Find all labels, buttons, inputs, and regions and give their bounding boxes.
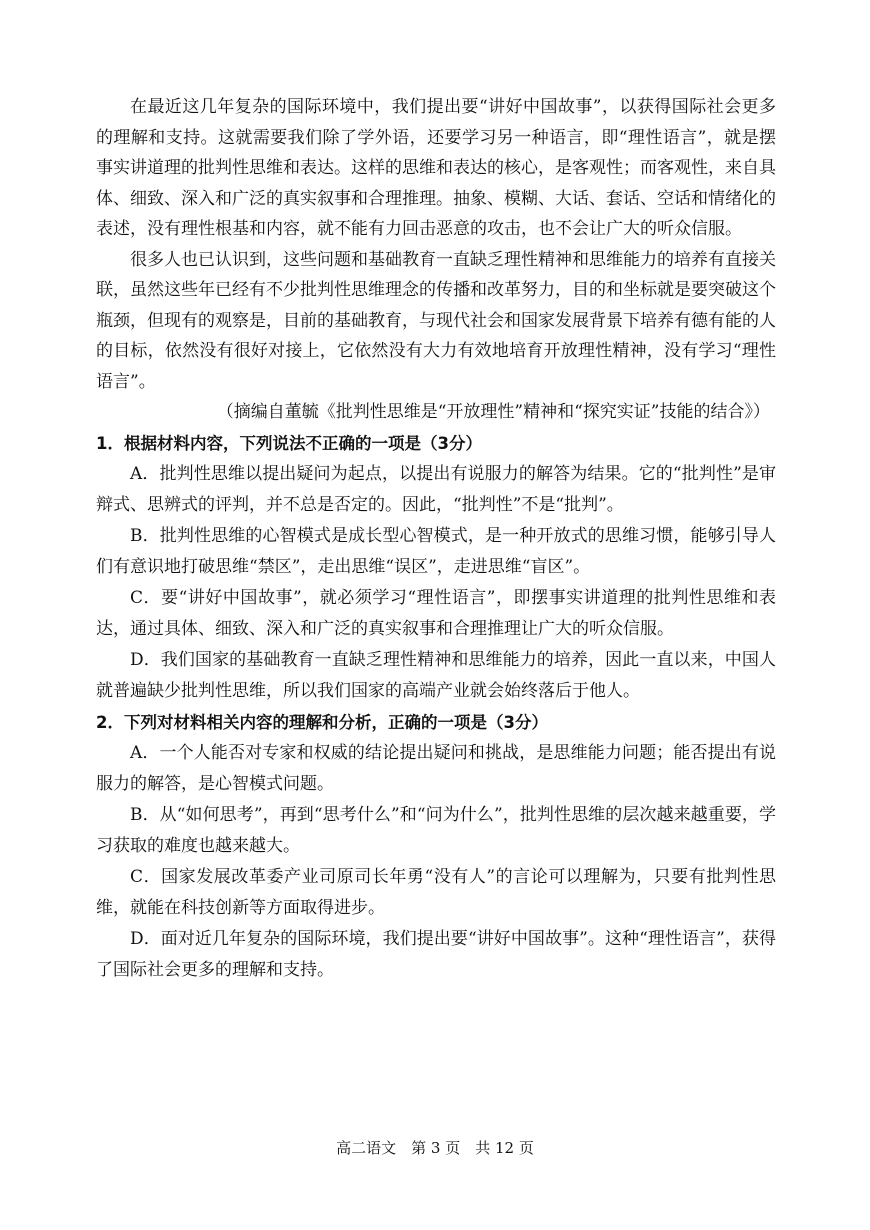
page-footer: 高二语文 第 3 页 共 12 页 — [336, 1139, 534, 1157]
question-1-option-a: A．批判性思维以提出疑问为起点，以提出有说服力的解答为结果。它的“批判性”是审辩式、思辨式的评判，并不总是否定的。因此，“批判性”不是“批判”。 — [96, 463, 776, 515]
question-2-option-c: C．国家发展改革委产业司原司长年勇“没有人”的言论可以理解为，只要有批判性思维，就能在科技创新等方面取得进步。 — [96, 866, 776, 918]
question-1-option-b: B．批判性思维的心智模式是成长型心智模式，是一种开放式的思维习惯，能够引导人们有意识地打破思维“禁区”，走出思维“误区”，走进思维“盲区”。 — [96, 525, 776, 577]
question-1-option-d: D．我们国家的基础教育一直缺乏理性精神和思维能力的培养，因此一直以来，中国人就普遍缺少批判性思维，所以我们国家的高端产业就会始终落后于他人。 — [96, 649, 776, 701]
question-2-stem: 2．下列对材料相关内容的理解和分析，正确的一项是（3分） — [96, 712, 548, 732]
question-2-option-a: A．一个人能否对专家和权威的结论提出疑问和挑战，是思维能力问题；能否提出有说服力的解答，是心智模式问题。 — [96, 742, 776, 794]
passage-paragraph-1: 在最近这几年复杂的国际环境中，我们提出要“讲好中国故事”，以获得国际社会更多的理解和支持。这就需要我们除了学外语，还要学习另一种语言，即“理性语言”，就是摆事实讲道理的批判性思维和表达。这样的思维和表达的核心，是客观性；而客观性，来自具体、细致、深入和广泛的真实叙事和合理推理。抽象、模糊、大话、套话、空话和情绪化的表述，没有理性根基和内容，就不能有力回击恶意的攻击，也不会让广大的听众信服。 — [96, 97, 776, 239]
passage-source: （摘编自董毓《批判性思维是“开放理性”精神和“探究实证”技能的结合》） — [216, 402, 770, 422]
question-2-option-b: B．从“如何思考”，再到“思考什么”和“问为什么”，批判性思维的层次越来越重要，学习获取的难度也越来越大。 — [96, 804, 776, 856]
question-2-option-d: D．面对近几年复杂的国际环境，我们提出要“讲好中国故事”。这种“理性语言”，获得了国际社会更多的理解和支持。 — [96, 928, 776, 980]
question-1-option-c: C．要“讲好中国故事”，就必须学习“理性语言”，即摆事实讲道理的批判性思维和表达，通过具体、细致、深入和广泛的真实叙事和合理推理让广大的听众信服。 — [96, 587, 776, 639]
question-1-stem: 1．根据材料内容，下列说法不正确的一项是（3分） — [96, 433, 482, 453]
passage-paragraph-2: 很多人也已认识到，这些问题和基础教育一直缺乏理性精神和思维能力的培养有直接关联，虽然这些年已经有不少批判性思维理念的传播和改革努力，目的和坐标就是要突破这个瓶颈，但现有的观察是，目前的基础教育，与现代社会和国家发展背景下培养有德有能的人的目标，依然没有很好对接上，它依然没有大力有效地培育开放理性精神，没有学习“理性语言”。 — [96, 249, 776, 392]
exam-page — [96, 92, 776, 986]
